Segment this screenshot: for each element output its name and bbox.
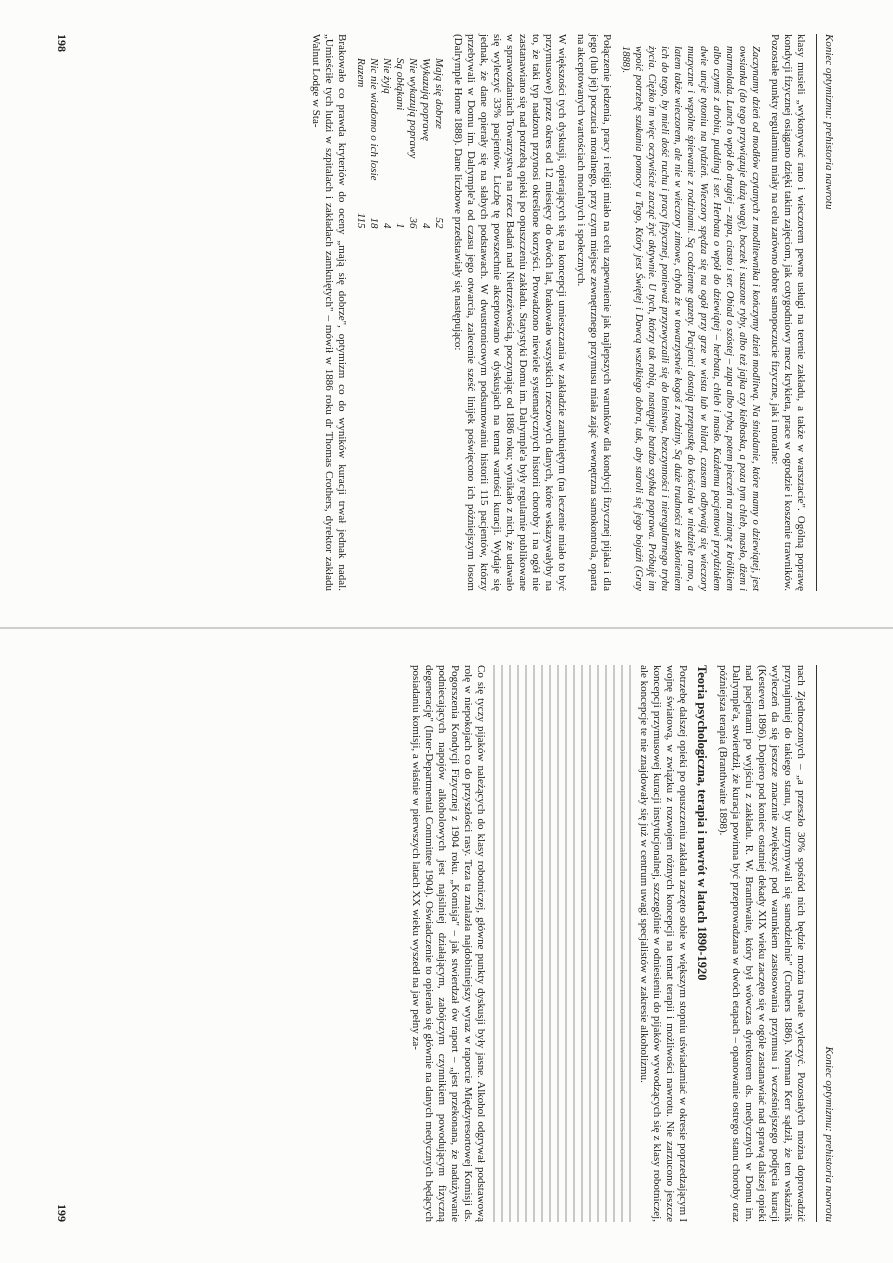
table-row	[367, 58, 380, 237]
page-number: 198	[55, 34, 69, 52]
table-value: 4	[381, 223, 393, 229]
text-line	[557, 665, 559, 1222]
text-line	[549, 665, 551, 1222]
paragraph: Brakowało co prawda kryteriów do oceny „mają się dobrze", optymizm co do wyników kuracji trwał jednak nadal. „Umieściłe tych ludzi w szpitalach i zakładach zamkniętych" – mówił w 1886 roku dr Thomas Crothers, dyrektor zakładu Walnut Lodge w Sta-	[310, 34, 348, 591]
table-value: 1	[394, 223, 406, 229]
results-table	[354, 58, 445, 237]
book-gutter	[0, 627, 893, 629]
table-label: Nie wykazują poprawy	[407, 58, 419, 159]
paragraph: W większości tych dyskusji, opierających się na koncepcji umieszczania w zakładzie zamkniętym (na leczenie miało to być przymusowe) przez okres od 12 miesięcy do dwóch lat, brakowało wszystkich rzeczowych danych, które wskazywałyby na to, że taki typ nadzoru przynosi określone korzyści. Prowadzono niewiele systematycznych historii choroby i na ogół nie zastanawiano się nad potrzebą opieki po opuszczeniu zakładu. Statystyki Domu im. Dalrymple'a były regularnie publikowane w sprawozdaniach Towarzystwa na rzecz Badań nad Nietrzeźwością, poczynając od 1886 roku; wynikało z nich, że udawało się wyleczyć 33% pacjentów. Liczbę tę powszechnie akceptowano w dyskusjach na temat wartości kuracji. Wydaje się jednak, że dane opierały się na słabych podstawach. W dwustronicowym podsumowaniu historii 115 pacjentów, którzy przebywali w Domu im. Dalrymple'a od czasu jego otwarcia, zalecenie sześć linijek poświęcono ich późniejszym losom (Dalrymple Home 1888). Dane liczbowe przedstawiały się następująco:	[452, 34, 568, 591]
table-row	[354, 58, 367, 237]
table-label: Wykazują poprawę	[420, 58, 432, 142]
table-label: Mają się dobrze	[433, 58, 445, 129]
text-line	[517, 665, 519, 1222]
text-line	[589, 665, 591, 1222]
table-value: 18	[368, 217, 380, 229]
table-value: 52	[433, 217, 445, 229]
table-row	[419, 58, 432, 237]
text-line	[581, 665, 583, 1222]
text-line	[501, 665, 503, 1222]
table-value: 36	[407, 217, 419, 229]
table-label: Są obłąkani	[394, 58, 406, 111]
paragraph: Co się tyczy pijaków należących do klasy robotniczej, główne punkty dyskusji były jasne. Alkohol odgrywał podstawową rolę w niepokojach co do przyszłości rasy. Teza ta znalazła najdobitniejszy wyraz w raporcie Międzyresortowej Komisji ds. Pogorszenia Kondycji Fizycznej z 1904 roku. „Komisja" – jak stwierdzał ów raport – „jest przekonana, że nadużywanie podniecających napojów alkoholowych jest najsilniej działającym, zabójczym czynnikiem powodującym fizyczną degenerację" (Inter-Departmental Committee 1904). Oświadczenie to opierało się głównie na danych medycznych będących posiadaniu komisji, a właśnie w pierwszych latach XX wieku wyszedł na jaw pełny za-	[410, 665, 487, 1222]
table-row	[432, 58, 445, 237]
paragraph: nach Zjednoczonych – „a przeszło 30% spośród nich będzie można trwale wyleczyć. Pozostałych można doprowadzić przynajmniej do takiego stanu, by utrzymywali się samodzielnie" (Crothers 1886). Norman Kerr sądził, że ten wskaźnik wyleczeń da się jeszcze znacznie zwiększyć pod warunkiem zastosowania przymusu i wcześniejszego podjęcia kuracji (Kesteven 1896). Dopiero pod koniec ostatniej dekady XIX wieku zaczęto się w ogóle zastanawiać nad sprawą dalszej opieki nad pacjentami po wyjściu z zakładu. R. W. Branthwaite, który był wówczas dyrektorem ds. medycznych w Domu im. Dalrymple'a, stwierdził, że kuracja powinna być przeprowadzana w dwóch etapach – opanowanie ostrego stanu choroby oraz późniejsza terapia (Branthwaite 1898).	[717, 665, 807, 1222]
text-line	[605, 665, 607, 1222]
text-line	[597, 665, 599, 1222]
page-198	[54, 20, 839, 605]
text-line	[621, 665, 623, 1222]
running-head-left: Koniec optymizmu: prehistoria nawrotu	[823, 34, 835, 210]
section-heading: Teoria psychologiczna, terapia i nawrót w latach 1890-1920	[695, 665, 709, 981]
paragraph: Połączenie jedzenia, pracy i religii miało na celu zapewnienie jak najlepszych warunków dla kondycji fizycznej pijaka i dla jego (lub jej) poczucia moralnego, przy czym miejsce zewnętrznego przymusu miała zająć wewnętrzna samokontrola, oparta na akceptowanych wartościach moralnych i społecznych.	[575, 34, 613, 591]
text-line	[629, 665, 631, 1222]
text-line	[613, 665, 615, 1222]
page-body-left	[303, 34, 807, 591]
table-row	[406, 58, 419, 237]
text-line	[509, 665, 511, 1222]
paragraph: Potrzebę dalszej opieki po opuszczeniu zakładu zaczęto sobie w większym stopniu uświadamiać w okresie poprzedzającym I wojnę światową, w związku z rozwojem różnych koncepcji na temat terapii i możliwości nawrotu. Nie zarzucono jeszcze koncepcji przymusowej kuracji instytucjonalnej, szczególnie w odniesieniu do pijaków wywodzących się z klasy robotniczej, ale koncepcje te nie znajdowały się już w centrum uwagi specjalistów w zakresie alkoholizmu.	[638, 665, 689, 1222]
text-line	[525, 665, 527, 1222]
text-line	[533, 665, 535, 1222]
table-value: 4	[420, 223, 432, 229]
text-line	[493, 665, 495, 1222]
table-row	[380, 58, 393, 237]
running-head-right: Koniec optymizmu: prehistoria nawrotu	[823, 1046, 835, 1222]
text-line	[541, 665, 543, 1222]
running-head-rule	[816, 665, 817, 1222]
running-head-rule	[816, 34, 817, 591]
table-row	[393, 58, 406, 237]
page-number: 199	[55, 1204, 69, 1222]
text-line	[565, 665, 567, 1222]
table-label: Nic nie wiadomo o ich losie	[368, 58, 380, 181]
paragraph: klasy musieli „wykonywać rano i wieczorem pewne usługi na terenie zakładu, a także w warsztacie". Ogólną poprawę kondycji fizycznej osiągano dzięki takim zajęciom, jak cotygodniowy mecz krykieta, prace w ogrodzie i koszenie trawników. Pozostałe punkty regulaminu miały na celu zarówno dobre samopoczucie fizyczne, jak i moralne:	[769, 34, 807, 591]
text-line	[573, 665, 575, 1222]
block-quote: Zaczynamy dzień od modłów czytanych z modlitewnika i kończymy dzień modlitwą. Na śniadanie, które mamy o dziewiątej, jest owsianka (do tego przywiązuje dużą wagę), boczek i suszone ryby, albo też jajka czy kiełbaska, a poza tym chleb, masło, dżem i marmolada. Lunch o wpół do drugiej – zupa, ciasto i ser. Obiad o szóstej – zupa albo ryba, potem pieczeń na zmianę z królikiem albo czymś z drobiu, pudding i ser. Herbata o wpół do dziewiątej – herbata, chleb i masło. Każdemu pacjentowi przydziałem dwie uncje tytoniu na tydzień. Wieczory spędza się na ogół przy grze w wista lub w bilard, czasem odbywają się wieczory muzyczne i wspólne śpiewanie z rodzinami. Są codzienne gazety. Pacjenci dostają przepustkę do kościoła w niedziele rano, a latem także wieczorem, ale nie w wieczory zimowe, chyba że w towarzystwie kogoś z rodziny. Są duże trudności ze skłonieniem ich do tego, by mieli dość ruchu i pracy fizycznej, ponieważ przyzwyczaili się do lenistwa, bezczynności i nieregularnego trybu życia. Ciężko im więc oczywiście zacząć żyć aktywnie. U tych, którzy tak robią, następuje bardzo szybka poprawa. Próbuję im wpoić potrzebę szukania pomocy u Tego, Który jest Świętej i Dawcą wszelkiego dobra, tak, aby staroli się jego bojaźń (Gray 1888).	[620, 46, 761, 591]
table-label: Razem	[355, 58, 367, 88]
table-value: 115	[355, 212, 367, 229]
table-label: Nie żyją	[381, 58, 393, 94]
page-body-right	[403, 665, 807, 1222]
page-199	[54, 651, 839, 1236]
